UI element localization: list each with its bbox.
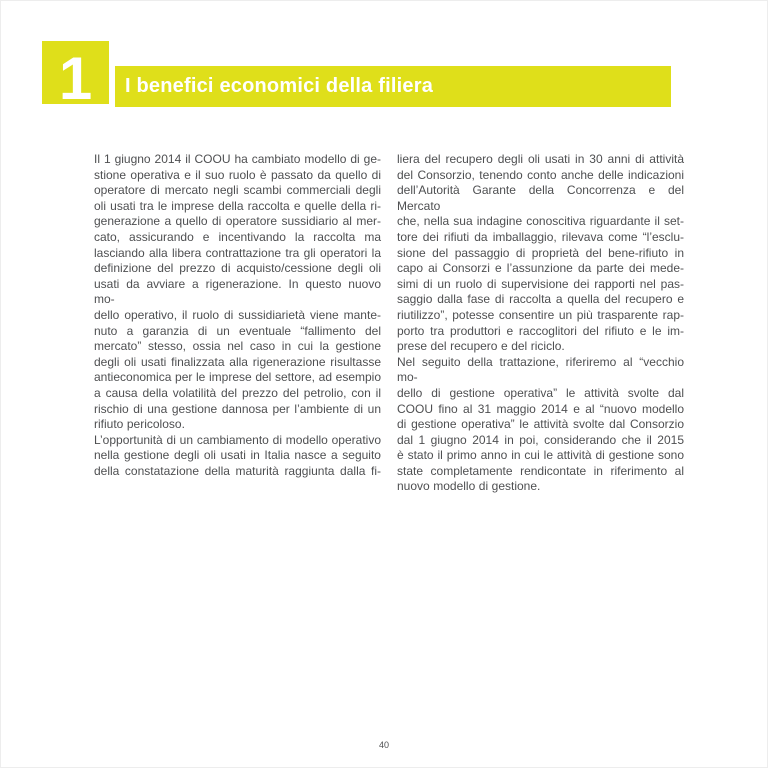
text-line: dello di gestione operativa” le attività svolte dal: [397, 385, 684, 400]
text-line: dal 1 giugno 2014 in poi, considerando che il 2015: [397, 432, 684, 447]
text-line: tore dei rifiuti da imballaggio, rilevava come “l’esclu-: [397, 229, 684, 244]
text-line: a causa della volatilità del prezzo del petrolio, con il: [94, 385, 381, 400]
text-line: nuto a garanzia di un eventuale “fallimento del: [94, 323, 381, 338]
text-column-left: [94, 152, 381, 495]
text-line: lasciando alla libera contrattazione tra gli operatori la: [94, 245, 381, 260]
text-line: definizione del prezzo di acquisto/cessione degli oli: [94, 261, 381, 276]
text-line: stione operativa e il suo ruolo è passato da quello di: [94, 167, 381, 182]
text-line: COOU fino al 31 maggio 2014 e al “nuovo modello: [397, 401, 684, 416]
text-line: simi di un ruolo di supervisione dei rapporti nel pas-: [397, 276, 684, 291]
text-line: L’opportunità di un cambiamento di modello operativo: [94, 432, 381, 447]
text-line: dello operativo, il ruolo di sussidiarietà viene mante-: [94, 307, 381, 322]
text-line: nuovo modello di gestione.: [397, 479, 541, 494]
text-line: dell’Autorità Garante della Concorrenza e del Mercato: [397, 183, 684, 213]
text-column-right: [397, 152, 684, 495]
text-line: del Consorzio, tenendo conto anche delle indicazioni: [397, 167, 684, 182]
text-line: oli usati tra le imprese della raccolta e quelle della ri-: [94, 198, 381, 213]
text-line: Nel seguito della trattazione, riferiremo al “vecchio mo-: [397, 354, 684, 385]
chapter-title-bar: [115, 66, 671, 107]
text-line: prese del recupero e del riciclo.: [397, 339, 565, 354]
text-line: saggio dalla fase di raccolta a quella del recupero e: [397, 292, 684, 307]
text-line: cato, assicurando e incentivando la raccolta ma: [94, 229, 381, 244]
text-line: porto tra produttori e raccoglitori del rifiuto e le im-: [397, 323, 684, 338]
text-line: rischio di una gestione dannosa per l’ambiente di un: [94, 401, 381, 416]
chapter-number-box: [42, 41, 109, 112]
text-line: capo ai Consorzi e l’assunzione da parte dei mede-: [397, 261, 684, 276]
text-line: liera del recupero degli oli usati in 30 anni di attività: [397, 152, 684, 166]
text-line: mercato” stesso, ossia nel caso in cui la gestione: [94, 339, 381, 354]
text-line: riutilizzo”, potesse consentire un più trasparente rap-: [397, 307, 684, 322]
text-line: nella gestione degli oli usati in Italia nasce a seguito: [94, 448, 381, 463]
chapter-title: I benefici economici della filiera: [125, 75, 434, 97]
chapter-number: 1: [58, 44, 93, 112]
page-number: 40: [378, 740, 389, 750]
text-line: di gestione operativa” le attività svolte dal Consorzio: [397, 417, 684, 432]
text-line: usati da avviare a rigenerazione. In questo nuovo mo-: [94, 276, 381, 307]
text-line: operatore di mercato negli scambi commerciali degli: [94, 183, 381, 198]
text-line: della constatazione della maturità raggiunta dalla fi-: [94, 463, 381, 478]
text-line: generazione a quello di operatore sussidiario al mer-: [94, 214, 381, 229]
text-line: antieconomica per le imprese del settore, ad esempio: [94, 370, 381, 385]
text-line: sione del passaggio di proprietà del bene-rifiuto in: [397, 245, 684, 260]
text-line: è stato il primo anno in cui le attività di gestione sono: [397, 448, 684, 463]
text-line: degli oli usati finalizzata alla rigenerazione risultasse: [94, 354, 381, 369]
text-line: state completamente rendicontate in riferimento al: [397, 463, 684, 478]
text-line: rifiuto pericoloso.: [94, 417, 185, 432]
body-columns: [94, 152, 684, 495]
text-line: che, nella sua indagine conoscitiva riguardante il set-: [397, 214, 684, 229]
text-line: Il 1 giugno 2014 il COOU ha cambiato modello di ge-: [94, 152, 381, 166]
